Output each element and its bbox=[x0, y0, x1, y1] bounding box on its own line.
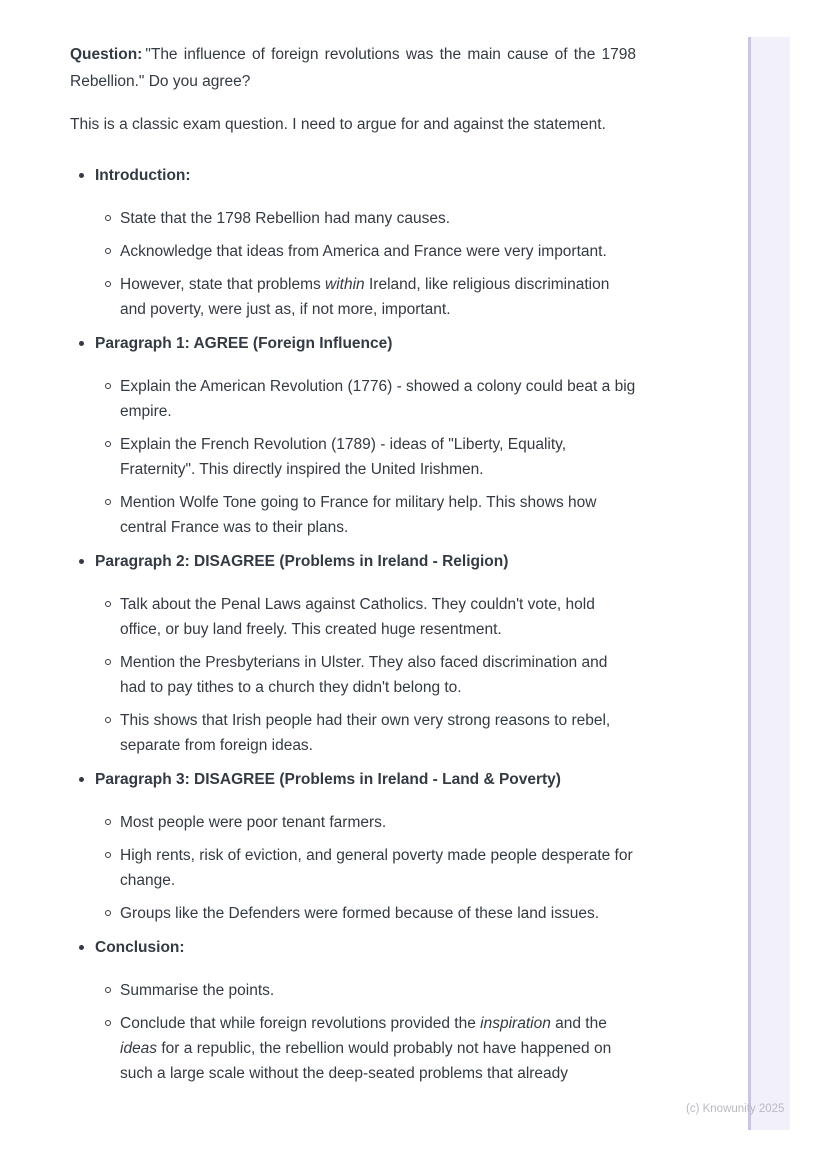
circle-bullet-icon bbox=[105, 215, 111, 221]
document-content bbox=[70, 41, 636, 1094]
outline-item bbox=[70, 432, 636, 482]
outline-item bbox=[70, 374, 636, 424]
section-heading-label: Paragraph 2: DISAGREE (Problems in Ireland - Religion) bbox=[95, 553, 509, 570]
outline-item-text: Explain the American Revolution (1776) - showed a colony could beat a big empire. bbox=[120, 378, 636, 420]
circle-bullet-icon bbox=[105, 499, 111, 505]
bullet-icon bbox=[79, 945, 84, 950]
section-heading-label: Conclusion: bbox=[95, 939, 185, 956]
circle-bullet-icon bbox=[105, 819, 111, 825]
circle-bullet-icon bbox=[105, 717, 111, 723]
circle-bullet-icon bbox=[105, 1020, 111, 1026]
outline-item bbox=[70, 843, 636, 893]
outline-item-text: Talk about the Penal Laws against Catholics. They couldn't vote, hold office, or buy land freely. This created huge resentment. bbox=[120, 596, 595, 638]
outline-item-text: This shows that Irish people had their own very strong reasons to rebel, separate from foreign ideas. bbox=[120, 712, 611, 754]
question-label: Question: bbox=[70, 46, 143, 63]
outline-item bbox=[70, 810, 636, 835]
outline-section-heading bbox=[70, 935, 636, 960]
outline-item-text: Acknowledge that ideas from America and France were very important. bbox=[120, 243, 607, 260]
circle-bullet-icon bbox=[105, 441, 111, 447]
watermark-text: (c) Knowunity 2025 bbox=[686, 1103, 785, 1115]
outline-section-heading bbox=[70, 767, 636, 792]
section-heading-label: Paragraph 1: AGREE (Foreign Influence) bbox=[95, 335, 393, 352]
outline-item-text: Mention Wolfe Tone going to France for military help. This shows how central France was to their plans. bbox=[120, 494, 597, 536]
outline-list bbox=[70, 163, 636, 1086]
outline-section-heading bbox=[70, 549, 636, 574]
outline-item-text: High rents, risk of eviction, and general poverty made people desperate for change. bbox=[120, 847, 633, 889]
outline-item bbox=[70, 206, 636, 231]
outline-item-text: Most people were poor tenant farmers. bbox=[120, 814, 387, 831]
question-text: "The influence of foreign revolutions was the main cause of the 1798 Rebellion." Do you agree? bbox=[70, 46, 636, 90]
circle-bullet-icon bbox=[105, 601, 111, 607]
outline-item bbox=[70, 650, 636, 700]
circle-bullet-icon bbox=[105, 910, 111, 916]
outline-item bbox=[70, 1011, 636, 1086]
outline-item-text: Explain the French Revolution (1789) - ideas of "Liberty, Equality, Fraternity". This directly inspired the United Irishmen. bbox=[120, 436, 567, 478]
outline-item bbox=[70, 978, 636, 1003]
circle-bullet-icon bbox=[105, 852, 111, 858]
question-paragraph bbox=[70, 41, 636, 95]
outline-item-text: State that the 1798 Rebellion had many causes. bbox=[120, 210, 451, 227]
section-heading-label: Paragraph 3: DISAGREE (Problems in Ireland - Land & Poverty) bbox=[95, 771, 561, 788]
outline-item-text: Groups like the Defenders were formed because of these land issues. bbox=[120, 905, 600, 922]
section-heading-label: Introduction: bbox=[95, 167, 191, 184]
outline-item bbox=[70, 708, 636, 758]
outline-item-text: Mention the Presbyterians in Ulster. They also faced discrimination and had to pay tithes to a church they didn't belong to. bbox=[120, 654, 608, 696]
outline-item-text: However, state that problems within Ireland, like religious discrimination and poverty, were just as, if not more, important. bbox=[120, 276, 610, 318]
outline-item bbox=[70, 272, 636, 322]
bullet-icon bbox=[79, 777, 84, 782]
outline-section-heading bbox=[70, 163, 636, 188]
circle-bullet-icon bbox=[105, 987, 111, 993]
outline-item bbox=[70, 490, 636, 540]
outline-item-text: Summarise the points. bbox=[120, 982, 275, 999]
right-edge-panel bbox=[748, 37, 790, 1130]
outline-item bbox=[70, 239, 636, 264]
circle-bullet-icon bbox=[105, 248, 111, 254]
circle-bullet-icon bbox=[105, 659, 111, 665]
outline-item bbox=[70, 592, 636, 642]
circle-bullet-icon bbox=[105, 383, 111, 389]
outline-item bbox=[70, 901, 636, 926]
bullet-icon bbox=[79, 559, 84, 564]
outline-item-text: Conclude that while foreign revolutions provided the inspiration and the ideas for a republic, the rebellion would probably not have happened on such a large scale without the deep-seated problems that already bbox=[120, 1015, 612, 1082]
intro-paragraph: This is a classic exam question. I need to argue for and against the statement. bbox=[70, 116, 606, 133]
bullet-icon bbox=[79, 173, 84, 178]
bullet-icon bbox=[79, 341, 84, 346]
circle-bullet-icon bbox=[105, 281, 111, 287]
outline-section-heading bbox=[70, 331, 636, 356]
